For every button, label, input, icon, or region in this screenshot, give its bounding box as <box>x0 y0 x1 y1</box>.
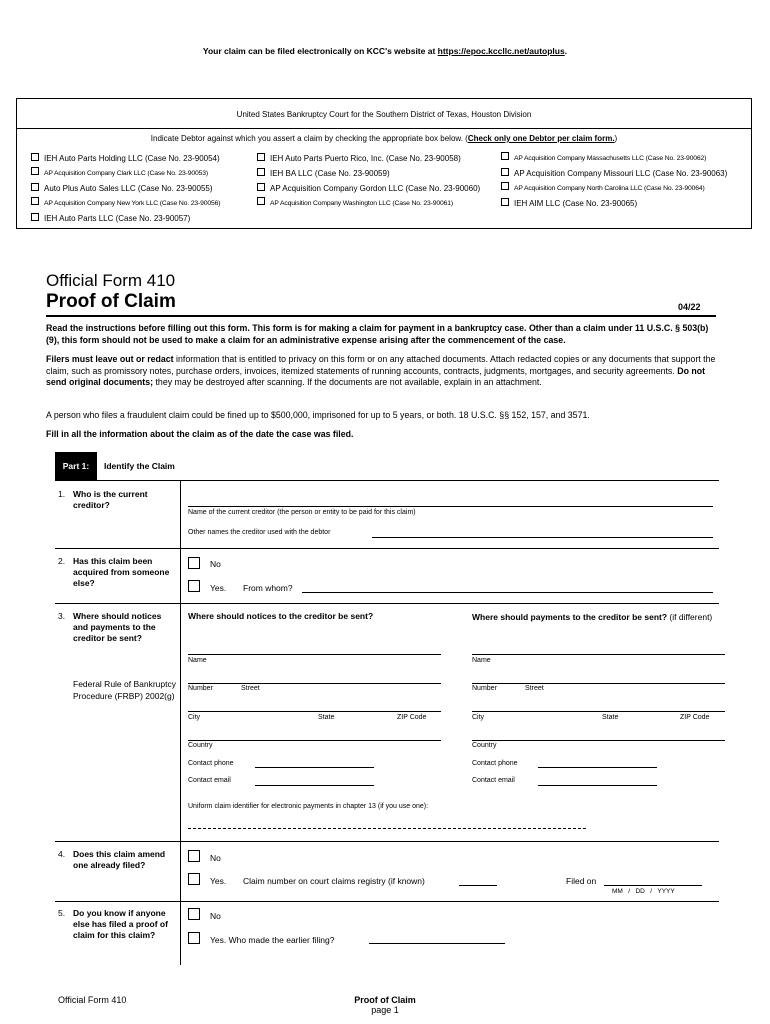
payment-city-caption: City <box>472 714 485 721</box>
checkbox-icon[interactable] <box>31 183 39 191</box>
question-5-text: Do you know if anyone else has filed a proof of claim for this claim? <box>73 908 168 940</box>
question-number: 4. <box>58 849 66 859</box>
fill-in-instruction: Fill in all the information about the claim as of the date the case was filed. <box>46 429 354 439</box>
notice-email-field[interactable] <box>255 775 374 786</box>
fraud-warning: A person who files a fraudulent claim could be fined up to $500,000, imprisoned for up to 5 years, or both. 18 U.S.C. §§ 152, 157, and 3571. <box>46 410 590 420</box>
checkbox-icon[interactable] <box>501 182 509 190</box>
notice-city-caption: City <box>188 714 201 721</box>
question-number: 1. <box>58 489 66 499</box>
debtor-column-3 <box>501 151 727 211</box>
checkbox-icon[interactable] <box>257 197 265 205</box>
filed-on-label: Filed on <box>566 876 597 886</box>
prior-claim-no-checkbox[interactable] <box>188 908 200 920</box>
checkbox-icon[interactable] <box>257 183 265 191</box>
checkbox-icon[interactable] <box>31 213 39 221</box>
current-creditor-name-field[interactable] <box>188 492 713 507</box>
claim-number-field[interactable] <box>459 874 497 886</box>
checkbox-icon[interactable] <box>501 152 509 160</box>
debtor-box-divider <box>17 128 751 129</box>
date-format-hint: MM / DD / YYYY <box>612 888 675 895</box>
acquired-yes-checkbox[interactable] <box>188 580 200 592</box>
title-rule <box>46 315 716 317</box>
debtor-option[interactable]: AP Acquisition Company Gordon LLC (Case No. 23-90060) <box>257 181 480 196</box>
debtor-option[interactable]: AP Acquisition Company Massachusetts LLC (Case No. 23-90062) <box>501 151 727 166</box>
amend-yes-checkbox[interactable] <box>188 873 200 885</box>
row-divider <box>55 603 719 604</box>
claim-number-label: Claim number on court claims registry (if known) <box>243 876 425 886</box>
debtor-selection-box <box>16 98 752 229</box>
checkbox-icon[interactable] <box>31 167 39 175</box>
payment-street-field[interactable] <box>472 669 725 684</box>
earlier-filer-field[interactable] <box>369 932 505 944</box>
payment-number-caption: Number <box>472 685 497 692</box>
debtor-column-2 <box>257 151 480 211</box>
payment-city-field[interactable] <box>472 697 725 712</box>
debtor-option[interactable]: Auto Plus Auto Sales LLC (Case No. 23-90055) <box>31 181 220 196</box>
notice-email-label: Contact email <box>188 777 231 784</box>
acquired-no-label: No <box>210 559 221 569</box>
part-title: Identify the Claim <box>104 461 175 471</box>
payment-name-caption: Name <box>472 657 491 664</box>
row-divider <box>55 548 719 549</box>
notice-country-field[interactable] <box>188 726 441 741</box>
notice-street-field[interactable] <box>188 669 441 684</box>
question-1-text: Who is the current creditor? <box>73 489 148 510</box>
footer-form-number: Official Form 410 <box>58 995 127 1005</box>
creditor-name-caption: Name of the current creditor (the person or entity to be paid for this claim) <box>188 509 416 516</box>
payment-phone-field[interactable] <box>538 757 657 768</box>
checkbox-icon[interactable] <box>257 153 265 161</box>
debtor-option[interactable]: AP Acquisition Company North Carolina LLC (Case No. 23-90064) <box>501 181 727 196</box>
notice-state-caption: State <box>318 714 335 721</box>
form-title: Proof of Claim <box>46 291 176 312</box>
from-whom-field[interactable] <box>302 580 713 593</box>
kcc-filing-link[interactable]: https://epoc.kccllc.net/autoplus <box>437 46 565 56</box>
form-number: Official Form 410 <box>46 271 176 290</box>
checkbox-icon[interactable] <box>257 168 265 176</box>
frbp-rule-note: Federal Rule of Bankruptcy Procedure (FRBP) 2002(g) <box>73 679 176 701</box>
question-column-divider <box>180 481 181 965</box>
electronic-filing-note: Your claim can be filed electronically on KCC's website at https://epoc.kccllc.net/autoplus. <box>202 46 568 56</box>
part-1-header <box>55 452 719 481</box>
debtor-option[interactable]: AP Acquisition Company Missouri LLC (Case No. 23-90063) <box>501 166 727 181</box>
other-names-label: Other names the creditor used with the debtor <box>188 529 331 536</box>
notice-country-caption: Country <box>188 742 213 749</box>
filed-on-date-field[interactable] <box>604 874 702 886</box>
question-3-text: Where should notices and payments to the creditor be sent? <box>73 611 162 643</box>
acquired-no-checkbox[interactable] <box>188 557 200 569</box>
row-divider <box>55 841 719 842</box>
question-number: 2. <box>58 556 66 566</box>
payment-phone-label: Contact phone <box>472 760 518 767</box>
part-badge: Part 1: <box>55 452 97 480</box>
form-edition: 04/22 <box>678 302 701 312</box>
checkbox-icon[interactable] <box>501 198 509 206</box>
notice-phone-field[interactable] <box>255 757 374 768</box>
checkbox-icon[interactable] <box>31 153 39 161</box>
payment-name-field[interactable] <box>472 640 725 655</box>
prior-claim-yes-label: Yes. Who made the earlier filing? <box>210 935 335 945</box>
amend-no-label: No <box>210 853 221 863</box>
notice-street-caption: Street <box>241 685 260 692</box>
debtor-option[interactable]: AP Acquisition Company Washington LLC (Case No. 23-90061) <box>257 196 480 211</box>
debtor-column-1 <box>31 151 220 226</box>
debtor-option[interactable]: AP Acquisition Company Clark LLC (Case No. 23-90053) <box>31 166 220 181</box>
question-4-text: Does this claim amend one already filed? <box>73 849 166 870</box>
debtor-option[interactable]: IEH AIM LLC (Case No. 23-90065) <box>501 196 727 211</box>
row-divider <box>55 901 719 902</box>
prior-claim-no-label: No <box>210 911 221 921</box>
debtor-instruction: Indicate Debtor against which you assert a claim by checking the appropriate box below. (Check only one Debtor per claim form.) <box>150 134 618 143</box>
question-number: 5. <box>58 908 66 918</box>
other-names-field[interactable] <box>372 525 713 538</box>
uci-field[interactable] <box>188 822 586 829</box>
payment-zip-caption: ZIP Code <box>680 714 710 721</box>
amend-yes-label: Yes. <box>210 876 227 886</box>
debtor-option[interactable]: IEH Auto Parts Puerto Rico, Inc. (Case No. 23-90058) <box>257 151 480 166</box>
checkbox-icon[interactable] <box>31 197 39 205</box>
debtor-option[interactable]: IEH Auto Parts LLC (Case No. 23-90057) <box>31 211 220 226</box>
page-number: page 1 <box>371 1005 399 1015</box>
notice-zip-caption: ZIP Code <box>397 714 427 721</box>
acquired-yes-label: Yes. <box>210 583 227 593</box>
debtor-option[interactable]: IEH BA LLC (Case No. 23-90059) <box>257 166 480 181</box>
question-number: 3. <box>58 611 66 621</box>
prior-claim-yes-checkbox[interactable] <box>188 932 200 944</box>
payment-country-field[interactable] <box>472 726 725 741</box>
payment-email-label: Contact email <box>472 777 515 784</box>
uci-label: Uniform claim identifier for electronic payments in chapter 13 (if you use one): <box>188 803 429 810</box>
debtor-option[interactable]: IEH Auto Parts Holding LLC (Case No. 23-90054) <box>31 151 220 166</box>
redaction-paragraph: Filers must leave out or redact information that is entitled to privacy on this form or on any attached documents. Attach redacted copies or any documents that support the claim, such as promissory notes, purchase orders, invoices, itemized statements of running accounts, contracts, judgments, mortgages, and security agreements. Do not send original documents; they may be destroyed after scanning. If the documents are not available, explain in an attachment. <box>46 354 716 387</box>
checkbox-icon[interactable] <box>501 168 509 176</box>
payment-street-caption: Street <box>525 685 544 692</box>
payments-heading: Where should payments to the creditor be sent? (if different) <box>472 612 713 622</box>
amend-no-checkbox[interactable] <box>188 850 200 862</box>
question-2-text: Has this claim been acquired from someone else? <box>73 556 170 588</box>
notice-name-field[interactable] <box>188 640 441 655</box>
footer-center <box>330 995 440 1015</box>
notice-phone-label: Contact phone <box>188 760 234 767</box>
footer-form-title: Proof of Claim <box>354 995 416 1005</box>
instructions-paragraph: Read the instructions before filling out this form. This form is for making a claim for payment in a bankruptcy case. Other than a claim under 11 U.S.C. § 503(b)(9), this form should not be used to make a claim for an administrative expense arising after the commencement of the case. <box>46 323 709 345</box>
notice-number-caption: Number <box>188 685 213 692</box>
notice-city-field[interactable] <box>188 697 441 712</box>
notice-name-caption: Name <box>188 657 207 664</box>
debtor-option[interactable]: AP Acquisition Company New York LLC (Case No. 23-90056) <box>31 196 220 211</box>
payment-state-caption: State <box>602 714 619 721</box>
notices-heading: Where should notices to the creditor be sent? <box>188 611 374 621</box>
payment-country-caption: Country <box>472 742 497 749</box>
court-name: United States Bankruptcy Court for the Southern District of Texas, Houston Division <box>236 110 532 119</box>
from-whom-label: From whom? <box>243 583 293 593</box>
payment-email-field[interactable] <box>538 775 657 786</box>
